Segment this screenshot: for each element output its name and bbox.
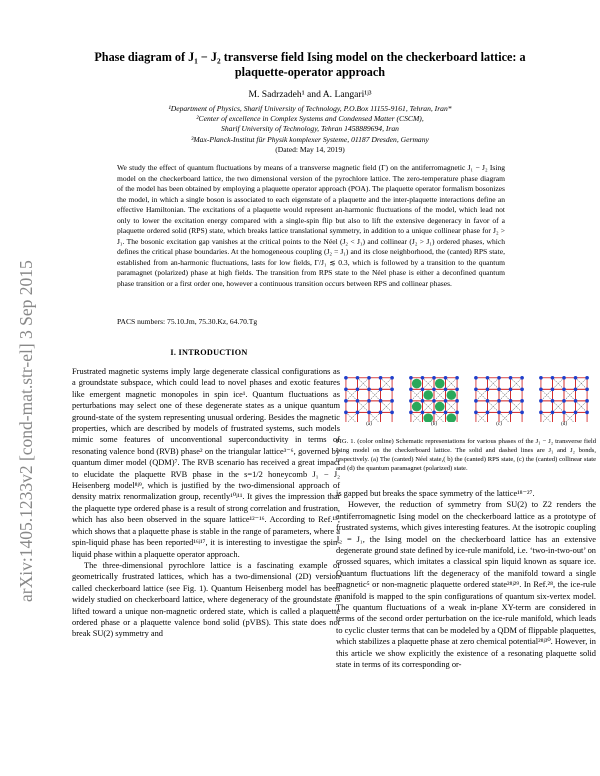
- right-paragraph-2: However, the reduction of symmetry from SU(2) to Z2 renders the antiferromagnetic Ising model on the checkerboard lattice as a prototype of frustrated systems, which gives interesting features. At the isotropic coupling J₂ = J₁, the Ising model on the checkerboard lattice has an extensive degenerate ground state defined by ice-rule manifold, i.e. ‘two-in-two-out’ on crossed squares, which imitates a classical spin liquid known as square ice. Quantum fluctuations lift the degeneracy of the manifold toward a single magnetic⁵ or non-magnetic plaquette ordered state²⁸ʲ²⁹. In Ref.²⁸, the ice-rule manifold is mapped to the spin configurations of quantum six-vertex model. The quantum fluctuations of a weak in-plane XY-term are considered in terms of the second order perturbation on the ice-rule manifold, which leads to cyclic cluster terms that can be modeled by a QDM of flippable plaquettes, which stabilizes a plaquette phase at zero chemical potential²⁸ʲ³⁰. However, in this article we show explicitly the existence of a resonating plaquette solid state in terms of its corresponding or-: [336, 500, 597, 670]
- lattice-bond: [411, 412, 423, 422]
- lattice-site: [520, 399, 524, 403]
- lattice-site: [474, 411, 478, 415]
- lattice-site: [574, 376, 578, 380]
- lattice-bond: [541, 401, 553, 413]
- diagonal-bond: [434, 412, 446, 422]
- plaquette-disc: [447, 390, 457, 400]
- lattice-site: [497, 376, 501, 380]
- lattice-site: [486, 387, 490, 391]
- lattice-site: [409, 411, 413, 415]
- lattice-site: [356, 376, 360, 380]
- lattice-bond: [552, 412, 564, 422]
- lattice-bond: [487, 412, 499, 422]
- lattice-bond: [476, 412, 488, 422]
- lattice-site: [562, 399, 566, 403]
- lattice-site: [574, 411, 578, 415]
- lattice-collinear: [470, 372, 528, 422]
- lattice-neel: [340, 372, 398, 422]
- lattice-site: [367, 376, 371, 380]
- lattice-site: [574, 387, 578, 391]
- lattice-site: [474, 399, 478, 403]
- lattice-site: [379, 399, 383, 403]
- lattice-bond: [576, 412, 588, 422]
- lattice-site: [367, 387, 371, 391]
- lattice-site: [551, 387, 555, 391]
- affiliation-1: ¹Department of Physics, Sharif University of Technology, P.O.Box 11155-9161, Tehran, Iran*: [168, 104, 452, 113]
- lattice-site: [444, 376, 448, 380]
- lattice-site: [356, 387, 360, 391]
- lattice-site: [344, 376, 348, 380]
- lattice-site: [509, 399, 513, 403]
- lattice-site: [455, 411, 459, 415]
- lattice-site: [379, 387, 383, 391]
- lattice-site: [539, 399, 543, 403]
- lattice-site: [551, 411, 555, 415]
- lattice-site: [344, 411, 348, 415]
- lattice-bond: [357, 389, 369, 401]
- lattice-site: [356, 399, 360, 403]
- panel-label-b: (b): [431, 422, 437, 427]
- lattice-bond: [434, 412, 446, 422]
- lattice-site: [379, 376, 383, 380]
- panel-c: [470, 372, 528, 427]
- lattice-site: [409, 399, 413, 403]
- affiliation-3: ³Max-Planck-Institut für Physik komplexer Systeme, 01187 Dresden, Germany: [191, 134, 429, 144]
- date: (Dated: May 14, 2019): [275, 144, 345, 154]
- lattice-site: [486, 399, 490, 403]
- lattice-bond: [369, 378, 381, 390]
- affiliations: [90, 104, 530, 155]
- diagonal-bond: [369, 412, 381, 422]
- diagonal-bond: [476, 412, 488, 422]
- lattice-bond: [357, 412, 369, 422]
- lattice-bond: [576, 389, 588, 401]
- lattice-bond: [381, 389, 393, 401]
- lattice-site: [539, 387, 543, 391]
- lattice-site: [562, 387, 566, 391]
- panel-label-c: (c): [496, 422, 502, 427]
- lattice-site: [509, 411, 513, 415]
- lattice-site: [455, 387, 459, 391]
- lattice-site: [474, 376, 478, 380]
- lattice-bond: [381, 412, 393, 422]
- plaquette-disc: [412, 379, 422, 389]
- panel-a: [340, 372, 398, 427]
- diagonal-bond: [564, 412, 576, 422]
- plaquette-disc: [412, 402, 422, 412]
- lattice-site: [390, 376, 394, 380]
- diagonal-bond: [346, 412, 358, 422]
- left-column: [72, 366, 340, 640]
- lattice-site: [551, 399, 555, 403]
- lattice-site: [497, 411, 501, 415]
- lattice-site: [520, 411, 524, 415]
- lattice-site: [421, 411, 425, 415]
- lattice-site: [509, 376, 513, 380]
- lattice-bond: [476, 401, 488, 413]
- lattice-site: [421, 399, 425, 403]
- lattice-site: [367, 399, 371, 403]
- diagonal-bond: [411, 412, 423, 422]
- lattice-site: [486, 376, 490, 380]
- lattice-site: [444, 399, 448, 403]
- lattice-rps: [405, 372, 463, 422]
- lattice-site: [432, 376, 436, 380]
- diagonal-bond: [499, 412, 511, 422]
- lattice-site: [367, 411, 371, 415]
- lattice-site: [432, 387, 436, 391]
- panel-label-d: (d): [561, 422, 567, 427]
- lattice-bond: [346, 412, 358, 422]
- lattice-site: [539, 411, 543, 415]
- panel-label-a: (a): [366, 422, 372, 427]
- lattice-bond: [564, 401, 576, 413]
- panel-d: [535, 372, 593, 427]
- figure-1: [340, 372, 598, 434]
- lattice-site: [421, 387, 425, 391]
- panel-b: [405, 372, 463, 427]
- lattice-site: [509, 387, 513, 391]
- lattice-site: [474, 387, 478, 391]
- lattice-site: [520, 376, 524, 380]
- diagonal-bond: [411, 412, 423, 422]
- lattice-bond: [487, 389, 499, 401]
- arxiv-id: arXiv:1405.1233v2 [cond-mat.str-el] 3 Sep 2015: [16, 260, 36, 602]
- lattice-site: [390, 399, 394, 403]
- figure-caption: FIG. 1. (color online) Schematic representations for various phases of the J₁ − J₂ transverse field Ising model on the checkerboard lattice. The solid and dashed lines are J₁ and J₂ bonds, respectively. (a) The (canted) Néel state,( b) the (canted) RPS state, (c) the (canted) collinear state and (d) the quantum paramagnet (polarized) state.: [336, 438, 596, 472]
- lattice-site: [444, 387, 448, 391]
- right-column: [336, 488, 596, 671]
- right-paragraph-1: is gapped but breaks the space symmetry of the lattice¹⁸⁻²⁷.: [336, 489, 535, 498]
- lattice-site: [455, 376, 459, 380]
- abstract: We study the effect of quantum fluctuations by means of a transverse magnetic field (Γ) on the antiferromagnetic J₁ − J₂ Ising model on the checkerboard lattice, the two dimensional version of the pyrochlore lattice. The zero-temperature phase diagram of the model has been obtained by employing a plaquette operator approach (POA). The plaquette operator formalism bosonizes the model, in which a single boson is associated to each eigenstate of a plaquette and the inter-plaquette interactions define an effective Hamiltonian. The excitations of a plaquette would represent an-harmonic fluctuations of the model, which lead not only to lower the excitation energy compared with a single-spin flip but also to lift the extensive degeneracy in favor of a plaquette ordered solid (RPS) state, which breaks lattice translational symmetry, in addition to a unique collinear phase for J₂ > J₁. The bosonic excitation gap vanishes at the critical points to the Néel (J₂ < J₁) and collinear (J₂ > J₁) ordered phases, which defines the critical phase boundaries. At the homogeneous coupling (J₂ = J₁) and its close neighborhood, the (canted) RPS state, established from an-harmonic fluctuations, lasts for low fields, Γ/J₁ ≲ 0.3, which is followed by a transition to the quantum paramagnet (polarized) phase at high fields. The transition from RPS state to the Néel phase is either a deconfined quantum phase transition or a first order one, however a continuous transition occurs between RPS and collinear phases.: [117, 163, 505, 288]
- lattice-site: [497, 387, 501, 391]
- plaquette-disc: [423, 390, 433, 400]
- lattice-site: [585, 387, 589, 391]
- diagonal-bond: [541, 412, 553, 422]
- lattice-site: [409, 387, 413, 391]
- lattice-site: [455, 399, 459, 403]
- affiliation-2: ²Center of excellence in Complex Systems and Condensed Matter (CSCM),: [196, 114, 424, 124]
- lattice-bond: [346, 378, 358, 390]
- diagonal-bond: [346, 412, 358, 422]
- lattice-bond: [511, 412, 523, 422]
- paper-title: Phase diagram of J₁ − J₂ transverse field Ising model on the checkerboard lattice: a plaquette-operator approach: [94, 50, 526, 79]
- lattice-site: [520, 387, 524, 391]
- lattice-site: [444, 411, 448, 415]
- diagonal-bond: [434, 412, 446, 422]
- lattice-site: [585, 399, 589, 403]
- lattice-paramagnet: [535, 372, 593, 422]
- diagonal-bond: [499, 412, 511, 422]
- section-heading: I. INTRODUCTION: [170, 348, 248, 357]
- lattice-site: [585, 376, 589, 380]
- lattice-site: [562, 376, 566, 380]
- lattice-bond: [564, 378, 576, 390]
- plaquette-disc: [423, 413, 433, 422]
- intro-paragraph-1: Frustrated magnetic systems imply large degenerate classical configurations as a groundstate subspace, which could lead to novel phases and exotic features like emergent magnetic monopoles in spin ice¹. Quantum fluctuations as perturbations may select one of these degenerate states as a unique quantum ground-state of the system representing unusual ordering. Besides the magnetic properties, which are described by models of frustrated systems, such models mimic some features of unconventional superconductivity in terms of resonating valence bond (RVB) phase² on the triangular lattice³⁻⁶, governed by quantum dimer model (QDM)⁷. The RVB scenario has received a great impact to elucidate the plaquette RVB phase in the s=1/2 honeycomb J₁ − J₂ Heisenberg model⁸ʲ⁹, which is justified by the two-dimensional approach of density matrix renormalization group, recently¹⁰ʲ¹¹. It gives the impression that the plaquette type ordered phase is a result of strong correlation and frustration, which has also been observed in the square lattice¹²⁻¹⁶. According to Ref.¹⁵, which shows that a plaquette phase is stable in the range of parameters, where a spin-liquid phase has been reported¹⁶ʲ¹⁷, it is interesting to investigae the spin-liquid phase within a plaquette operator approach.: [72, 367, 340, 559]
- affiliation-2-cont: Sharif University of Technology, Tehran 1458889694, Iran: [221, 124, 399, 134]
- lattice-site: [390, 411, 394, 415]
- diagonal-bond: [564, 412, 576, 422]
- arxiv-stamp: [6, 150, 46, 605]
- lattice-site: [574, 399, 578, 403]
- pacs-numbers: PACS numbers: 75.10.Jm, 75.30.Kz, 64.70.Tg: [117, 317, 258, 326]
- lattice-site: [585, 411, 589, 415]
- lattice-bond: [499, 401, 511, 413]
- lattice-site: [432, 399, 436, 403]
- lattice-site: [356, 411, 360, 415]
- lattice-bond: [476, 378, 488, 390]
- diagonal-bond: [541, 412, 553, 422]
- authors: M. Sadrzadeh¹ and A. Langari¹ʲ³: [248, 89, 372, 100]
- lattice-site: [432, 411, 436, 415]
- lattice-site: [344, 399, 348, 403]
- intro-paragraph-2: The three-dimensional pyrochlore lattice is a fascinating example of geometrically frustrated lattices, which has a two-dimensional (2D) version called checkerboard lattice (see Fig. 1). Quantum Heisenberg model has been widely studied on checkerboard lattice, where degeneracy of the groundstate is lifted toward a unique non-magnetic ordered state, which is called a plaquette ordered phase or a plaquette valence bond solid (pVBS). This state does not break SU(2) symmetry and: [72, 560, 340, 639]
- lattice-site: [551, 376, 555, 380]
- plaquette-disc: [435, 379, 445, 389]
- lattice-site: [486, 411, 490, 415]
- lattice-site: [344, 387, 348, 391]
- lattice-site: [539, 376, 543, 380]
- lattice-bond: [541, 378, 553, 390]
- diagonal-bond: [476, 412, 488, 422]
- lattice-site: [409, 376, 413, 380]
- lattice-bond: [369, 401, 381, 413]
- lattice-bond: [511, 389, 523, 401]
- lattice-site: [562, 411, 566, 415]
- lattice-bond: [369, 412, 381, 422]
- lattice-bond: [499, 412, 511, 422]
- diagonal-bond: [369, 412, 381, 422]
- lattice-bond: [564, 412, 576, 422]
- plaquette-disc: [447, 413, 457, 422]
- lattice-site: [379, 411, 383, 415]
- lattice-bond: [346, 401, 358, 413]
- lattice-bond: [499, 378, 511, 390]
- lattice-site: [421, 376, 425, 380]
- plaquette-disc: [435, 402, 445, 412]
- lattice-site: [390, 387, 394, 391]
- lattice-site: [497, 399, 501, 403]
- lattice-bond: [541, 412, 553, 422]
- lattice-bond: [552, 389, 564, 401]
